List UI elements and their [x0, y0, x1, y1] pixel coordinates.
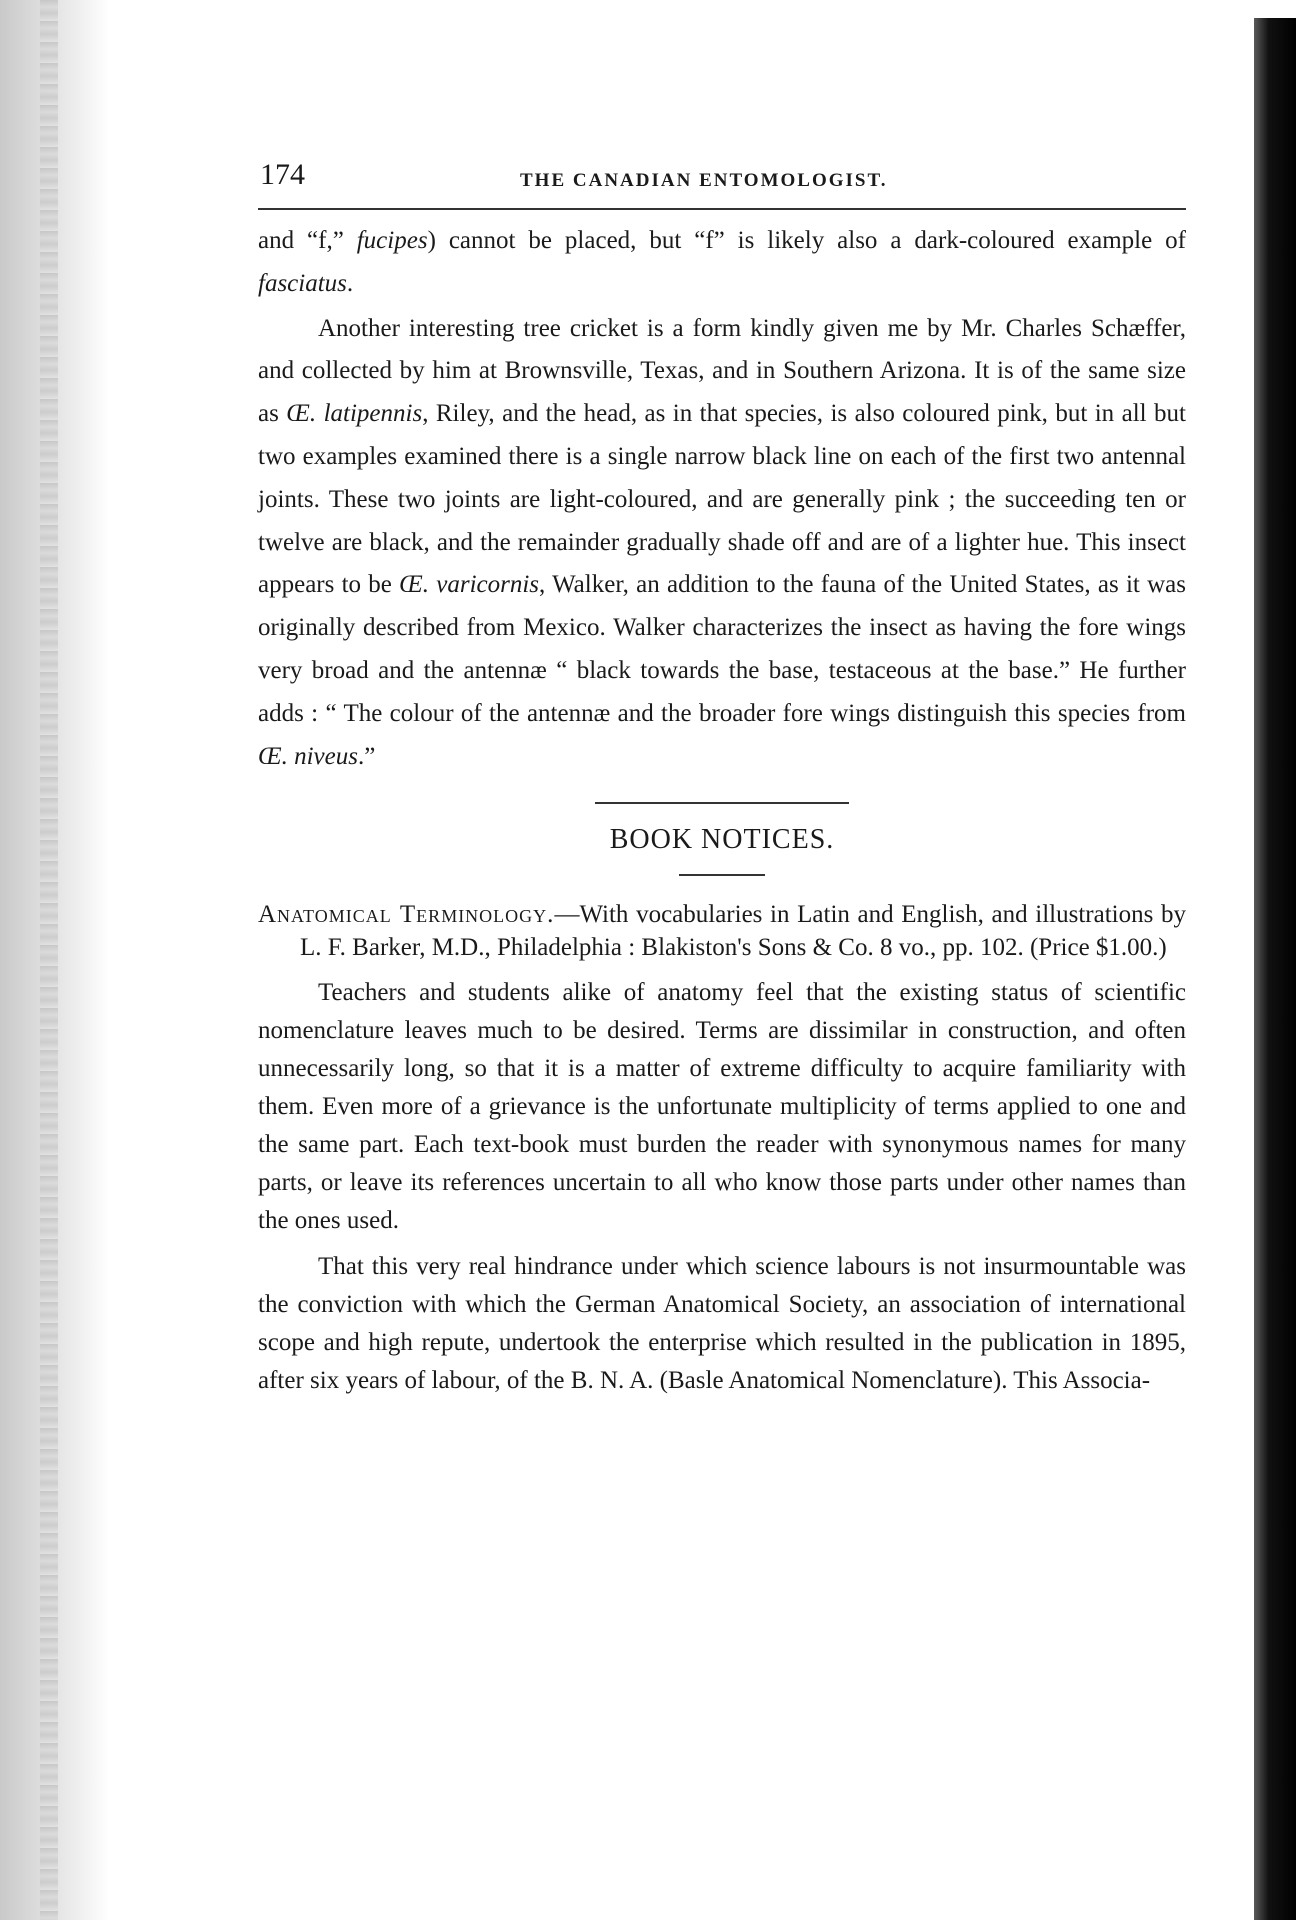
species-name: Œ. latipennis [286, 400, 423, 428]
book-entry [258, 898, 1186, 964]
journal-title: THE CANADIAN ENTOMOLOGIST. [520, 170, 888, 191]
scan-right-edge-gap [1236, 0, 1296, 18]
page-number: 174 [260, 158, 305, 191]
text-run: .” [357, 742, 376, 770]
section-heading: BOOK NOTICES. [609, 824, 835, 856]
text-run: . [346, 269, 354, 297]
species-name: fucipes [356, 227, 428, 254]
text-run: , Walker, an addition to the fauna of the United States, as it was originally described from Mexico. Walker characterizes the insect as having the fore wings very broad and the antennæ “ black towards the base, testaceous at the base.” He further adds : “ The colour of the antennæ and the broader fore wings distinguish this species from [258, 571, 1186, 727]
paragraph-tree-cricket [258, 308, 1186, 779]
heading-underline [679, 874, 765, 876]
document-page [258, 150, 1186, 1400]
book-title: Anatomical Terminology. [258, 901, 555, 929]
book-citation: —With vocabularies in Latin and English, and illustrations by L. F. Barker, M.D., Philadelphia : Blakiston's Sons & Co. 8 vo., pp. 102. (Price $1.00.) [300, 901, 1186, 962]
text-run: , Riley, and the head, as in that species, is also coloured pink, but in all but two examples examined there is a single narrow black line on each of the first two antennal joints. These two joints are light-coloured, and are generally pink ; the succeeding ten or twelve are black, and the remainder gradually shade off and are of a lighter hue. This insect appears to be [258, 400, 1186, 599]
paragraph-review-2: That this very real hindrance under which science labours is not insurmountable was the conviction with which the German Anatomical Society, an association of international scope and high repute, undertook the enterprise which resulted in the publication in 1895, after six years of labour, of the B. N. A. (Basle Anatomical Nomenclature). This Associa- [258, 1253, 1186, 1395]
species-name: Œ. varicornis [399, 571, 540, 599]
species-name: Œ. niveus [258, 742, 358, 770]
scan-right-edge [1254, 0, 1296, 1920]
text-run: and “f,” [258, 227, 357, 254]
species-name: fasciatus [258, 269, 347, 297]
text-run: ) cannot be placed, but “f” is likely also a dark-coloured example of [427, 227, 1186, 254]
paragraph-continued [258, 220, 1186, 306]
text-run: Another interesting tree cricket is a form kindly given me by Mr. Charles Schæffer, and collected by him at Brownsville, Texas, and in Southern Arizona. It is of the same size as [258, 314, 1186, 428]
review-body [258, 974, 1186, 1400]
section-divider [595, 802, 849, 804]
paragraph-review-1: Teachers and students alike of anatomy feel that the existing status of scientific nomenclature leaves much to be desired. Terms are dissimilar in construction, and often unnecessarily long, so that it is a matter of extreme difficulty to acquire familiarity with them. Even more of a grievance is the unfortunate multiplicity of terms applied to one and the same part. Each text-book must burden the reader with synonymous names for many parts, or leave its references uncertain to all who know those parts under other names than the ones used. [258, 979, 1186, 1235]
article-body [258, 220, 1186, 778]
running-header [258, 150, 1186, 210]
scan-binding-strip [40, 0, 58, 1920]
